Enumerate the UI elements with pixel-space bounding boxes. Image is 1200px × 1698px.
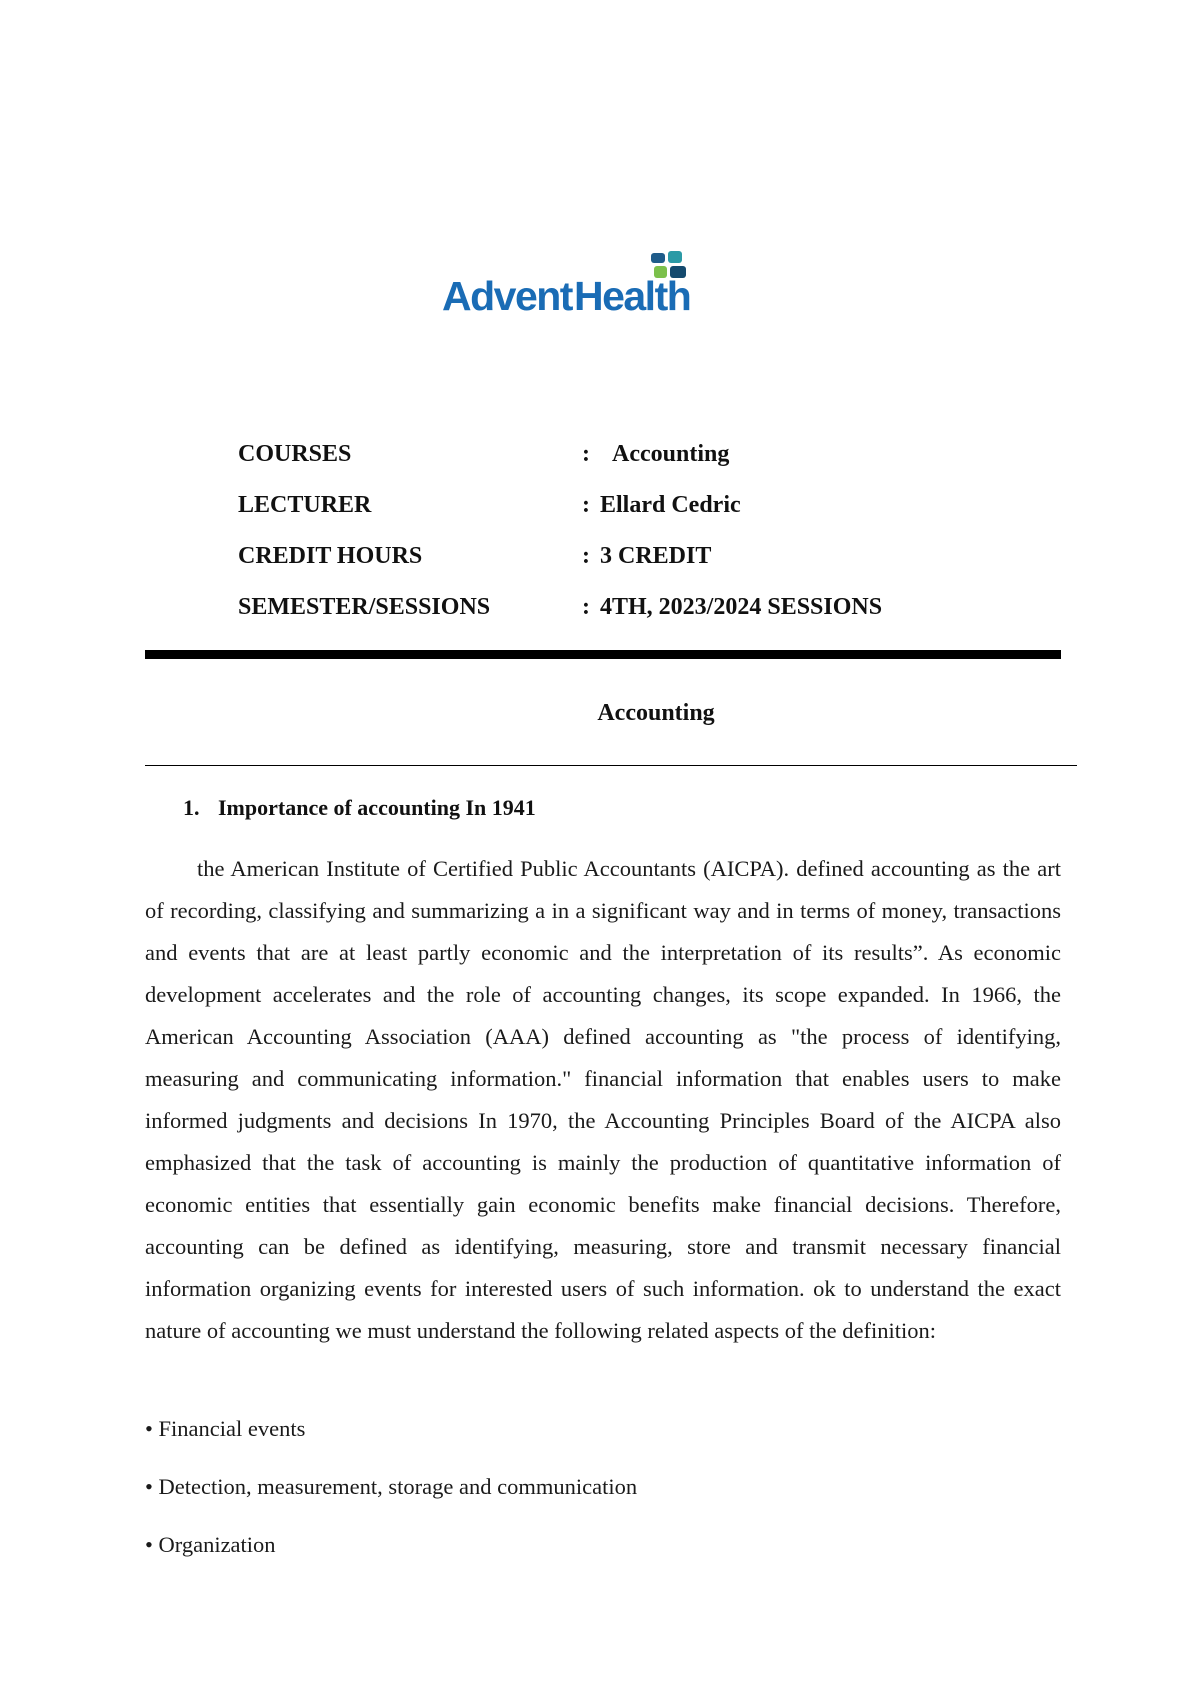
document-title: Accounting [597, 700, 715, 726]
info-value: Ellard Cedric [600, 492, 741, 518]
info-colon: : [582, 492, 590, 518]
info-colon: : [582, 441, 590, 467]
section-heading-text: Importance of accounting In 1941 [218, 795, 536, 820]
info-value: 4TH, 2023/2024 SESSIONS [600, 594, 883, 620]
info-row-semester [238, 590, 998, 641]
course-info-table [238, 437, 998, 641]
info-value: 3 CREDIT [600, 543, 712, 569]
section-heading [183, 792, 536, 824]
info-value: Accounting [612, 441, 730, 467]
info-label: COURSES [238, 441, 352, 467]
header-divider [145, 650, 1061, 659]
bullet-list [145, 1408, 1061, 1582]
adventhealth-logo [442, 248, 782, 328]
list-item: • Detection, measurement, storage and communication [145, 1474, 638, 1499]
logo-word-health: Health [573, 273, 691, 319]
body-paragraph: the American Institute of Certified Public Accountants (AICPA). defined accounting as the art of recording, classifying and summarizing a in a significant way and in terms of money, transactions and events that are at least partly economic and the interpretation of its results”. As economic development accelerates and the role of accounting changes, its scope expanded. In 1966, the American Accounting Association (AAA) defined accounting as "the process of identifying, measuring and communicating information." financial information that enables users to make informed judgments and decisions In 1970, the Accounting Principles Board of the AICPA also emphasized that the task of accounting is mainly the production of quantitative information of economic entities that essentially gain economic benefits make financial decisions. Therefore, accounting can be defined as identifying, measuring, store and transmit necessary financial information organizing events for interested users of such information. ok to understand the exact nature of accounting we must understand the following related aspects of the definition: [145, 856, 1061, 1343]
info-label: CREDIT HOURS [238, 543, 423, 569]
info-row-lecturer [238, 488, 998, 539]
info-row-credit-hours [238, 539, 998, 590]
info-row-courses [238, 437, 998, 488]
info-label: LECTURER [238, 492, 372, 518]
list-item: • Organization [145, 1532, 276, 1557]
info-colon: : [582, 594, 590, 620]
info-colon: : [582, 543, 590, 569]
logo-word-advent: Advent [442, 273, 572, 319]
section-number: 1. [183, 795, 200, 820]
info-label: SEMESTER/SESSIONS [238, 594, 491, 620]
logo-wordmark [442, 273, 691, 319]
list-item: • Financial events [145, 1416, 306, 1441]
title-divider [145, 765, 1077, 766]
